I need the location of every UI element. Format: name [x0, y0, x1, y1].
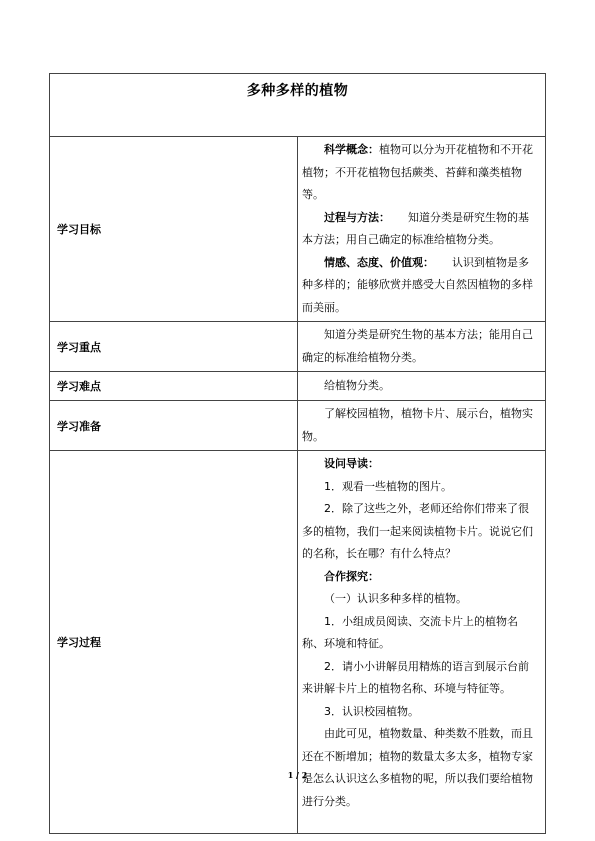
difficulties-content	[298, 372, 546, 401]
intro-item: 2．除了这些之外，老师还给你们带来了很多的植物，我们一起来阅读植物卡片。说说它们的名称，长在哪？有什么特点？	[302, 502, 533, 560]
goals-label: 学习目标	[50, 137, 298, 322]
goal-item	[302, 207, 535, 252]
difficulties-label: 学习难点	[50, 372, 298, 401]
preparation-label: 学习准备	[50, 401, 298, 451]
explore-heading	[302, 566, 535, 589]
intro-heading-text: 设问导读：	[324, 457, 379, 470]
process-label: 学习过程	[50, 451, 298, 834]
goals-content	[298, 137, 546, 322]
page-title: 多种多样的植物	[246, 83, 349, 99]
intro-item: 1．观看一些植物的图片。	[324, 479, 452, 493]
difficulties-text: 给植物分类。	[324, 378, 390, 392]
key-points-label: 学习重点	[50, 322, 298, 372]
goal-item-head: 科学概念：	[324, 143, 379, 156]
goal-item-text: 知道分类是研究生物的基本方法；用自己确定的标准给植物分类。	[302, 210, 529, 246]
goal-item-head: 情感、态度、价值观：	[324, 255, 434, 269]
explore-item: 3．认识校园植物。	[324, 704, 419, 718]
title-cell	[50, 74, 546, 137]
explore-item: 2．请小小讲解员用精炼的语言到展示台前来讲解卡片上的植物名称、环境与特征等。	[302, 659, 529, 695]
explore-item: 由此可见，植物数量、种类数不胜数，而且还在不断增加；植物的数量太多太多，植物专家是怎么认识这么多植物的呢，所以我们要给植物进行分类。	[302, 727, 533, 808]
goal-item	[302, 252, 535, 320]
page-number: 1 / 2	[287, 770, 308, 780]
intro-heading	[302, 453, 535, 476]
preparation-text: 了解校园植物，植物卡片、展示台，植物实物。	[302, 407, 533, 443]
preparation-content	[298, 401, 546, 451]
goals-row	[50, 137, 546, 322]
goal-item-text: 认识到植物是多种多样的；能够欣赏并感受大自然因植物的多样而美丽。	[302, 255, 533, 314]
key-points-row	[50, 322, 546, 372]
explore-heading-text: 合作探究：	[324, 569, 379, 583]
goal-item-text: 植物可以分为开花植物和不开花植物；不开花植物包括蕨类、苔藓和藻类植物等。	[302, 143, 533, 201]
title-row	[50, 74, 546, 137]
goal-item-head: 过程与方法：	[324, 210, 390, 224]
preparation-row	[50, 401, 546, 451]
goal-item	[302, 139, 535, 207]
explore-item: 1．小组成员阅读、交流卡片上的植物名称、环境和特征。	[302, 614, 518, 650]
lesson-plan-table	[49, 73, 546, 834]
difficulties-row	[50, 372, 546, 401]
key-points-content	[298, 322, 546, 372]
key-points-text: 知道分类是研究生物的基本方法；能用自己确定的标准给植物分类。	[302, 328, 533, 364]
explore-item: （一）认识多种多样的植物。	[324, 592, 467, 605]
